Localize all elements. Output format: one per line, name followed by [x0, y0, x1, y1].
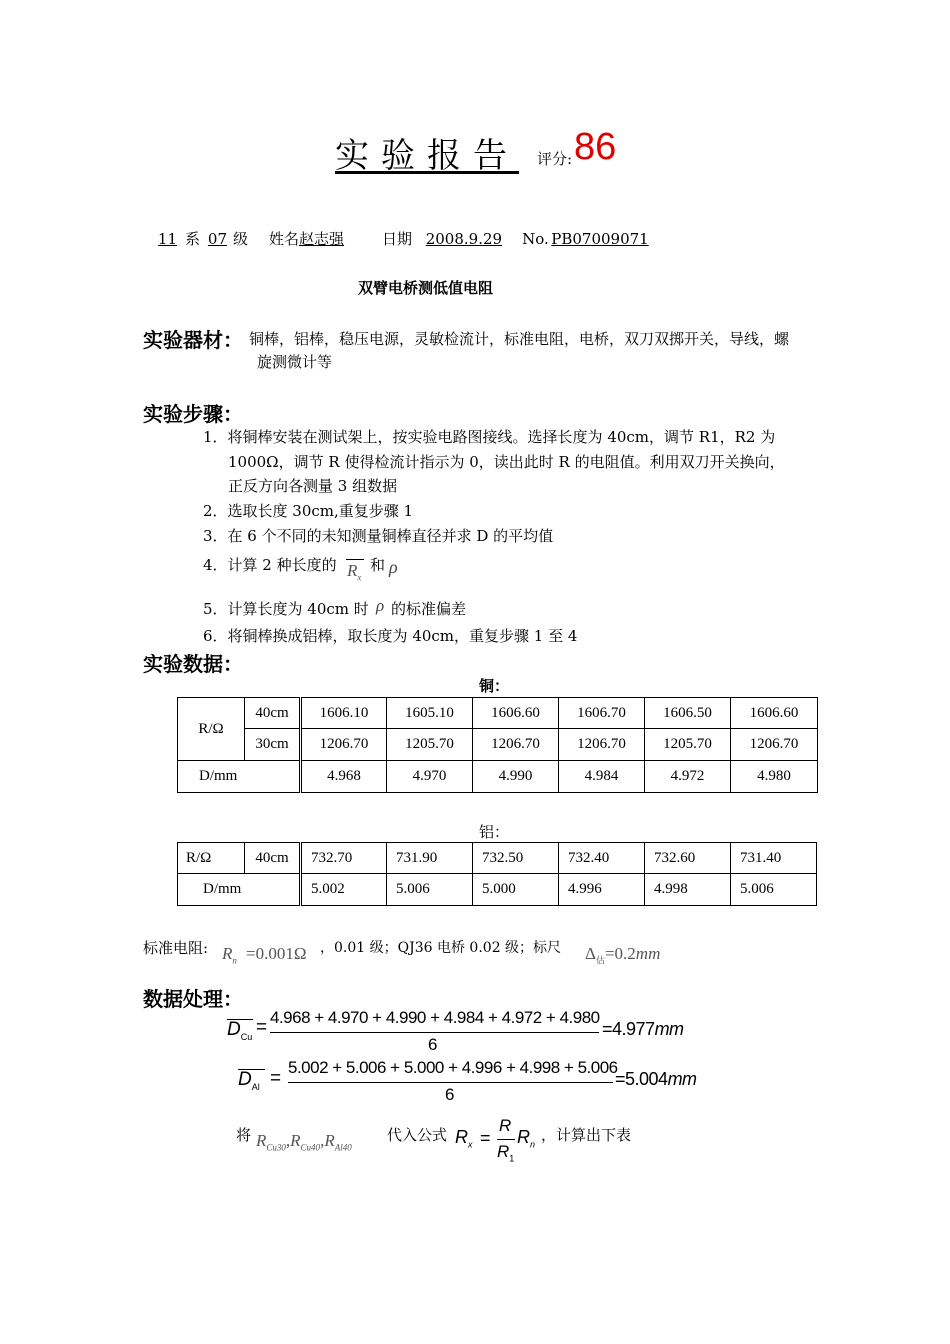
step-5-text-end: 的标准偏差: [391, 600, 467, 618]
table-cell: 1606.70: [559, 698, 645, 729]
table-cell: 1206.70: [301, 729, 387, 761]
aluminum-row-40cm: [178, 843, 817, 874]
formula-denominator: $R_1$: [497, 1142, 515, 1164]
cu-d-symbol: $D_{Cu}$: [227, 1019, 253, 1042]
aluminum-row-d: [178, 874, 817, 906]
al-denominator: 6: [445, 1085, 455, 1104]
step-4-and: 和: [370, 556, 386, 574]
cu-equals: =: [256, 1017, 268, 1038]
info-line: [143, 228, 649, 249]
table-cell: 731.40: [731, 843, 817, 874]
substitute-text: 代入公式: [387, 1126, 448, 1144]
step-3: 3．在 6 个不同的未知测量铜棒直径并求 D 的平均值: [203, 527, 554, 545]
table-cell: 4.990: [473, 761, 559, 793]
aluminum-table: [177, 842, 817, 906]
equipment-line-2: 旋测微计等: [257, 353, 333, 371]
table-cell: 1606.50: [645, 698, 731, 729]
step-1-line-3: 正反方向各测量 3 组数据: [228, 477, 398, 495]
steps-heading: 实验步骤：: [143, 402, 243, 426]
standard-label: 标准电阻:: [143, 939, 209, 957]
al-numerator: 5.002 + 5.006 + 5.000 + 4.996 + 4.998 + 5.006: [288, 1058, 618, 1077]
table-cell: 5.006: [387, 874, 473, 906]
copper-table: [177, 697, 818, 793]
cu-numerator: 4.968 + 4.970 + 4.990 + 4.984 + 4.972 + 4.980: [270, 1008, 600, 1027]
rx-overline: [346, 559, 364, 560]
grade-value: 07: [207, 230, 228, 248]
aluminum-len-40: 40cm: [245, 843, 301, 874]
formula-numerator: R: [499, 1116, 512, 1135]
cu-denominator: 6: [428, 1035, 438, 1054]
formula-rx: $R_x$: [455, 1127, 473, 1150]
table-cell: 1606.10: [301, 698, 387, 729]
table-cell: 1206.70: [731, 729, 818, 761]
copper-row-d: [178, 761, 818, 793]
table-cell: 1206.70: [473, 729, 559, 761]
step-6: 6．将铜棒换成铝棒，取长度为 40cm，重复步骤 1 至 4: [203, 627, 578, 645]
table-cell: 4.968: [301, 761, 387, 793]
cu-fraction-bar: [270, 1032, 599, 1033]
copper-row-40cm: [178, 698, 818, 729]
table-cell: 5.006: [731, 874, 817, 906]
date-value: 2008.9.29: [425, 230, 503, 248]
table-cell: 4.980: [731, 761, 818, 793]
formula-rn: $R_n$: [517, 1127, 536, 1150]
table-cell: 4.972: [645, 761, 731, 793]
equipment-line-1: 铜棒，铝棒，稳压电源，灵敏检流计，标准电阻，电桥，双刀双掷开关，导线，螺: [249, 330, 790, 348]
date-label: 日期: [382, 230, 413, 248]
aluminum-r-label: R/Ω: [178, 843, 245, 874]
name-label: 姓名: [269, 230, 300, 248]
table-cell: 732.60: [645, 843, 731, 874]
copper-r-label: R/Ω: [178, 698, 245, 761]
aluminum-caption: 铝：: [479, 823, 510, 841]
table-cell: 5.000: [473, 874, 559, 906]
standard-accuracy: ，0.01 级；QJ36 电桥 0.02 级；标尺: [320, 940, 562, 956]
cu-result: =4.977mm: [602, 1019, 684, 1039]
grade-label: 级: [233, 230, 249, 248]
processing-heading: 数据处理：: [143, 987, 243, 1011]
table-cell: 731.90: [387, 843, 473, 874]
table-cell: 1205.70: [645, 729, 731, 761]
resistance-list: $R_{Cu30},R_{Cu40},R_{Al40}$: [256, 1131, 352, 1153]
no-value: PB07009071: [551, 230, 649, 248]
step-4-rx: $R_x$: [347, 561, 362, 583]
step-4-text: 4．计算 2 种长度的: [203, 556, 337, 574]
al-fraction-bar: [288, 1082, 613, 1083]
score-value: 86: [574, 126, 617, 168]
al-equals: =: [270, 1068, 282, 1089]
equipment-heading: 实验器材：: [143, 328, 243, 352]
data-heading: 实验数据：: [143, 652, 243, 676]
table-cell: 1205.70: [387, 729, 473, 761]
copper-caption: 铜：: [479, 677, 510, 695]
standard-rn-value: =0.001Ω: [246, 944, 307, 963]
score-label: 评分:: [537, 150, 573, 168]
table-cell: 1606.60: [473, 698, 559, 729]
al-d-symbol: $D_{Al}$: [238, 1069, 260, 1092]
copper-row-30cm: [178, 729, 818, 761]
copper-len-30: 30cm: [245, 729, 301, 761]
dept-label: 系: [185, 230, 201, 248]
formula-equals: =: [480, 1128, 491, 1148]
table-cell: 1605.10: [387, 698, 473, 729]
final-line-prefix: 将: [236, 1126, 252, 1144]
step-5-rho: ρ: [376, 596, 385, 615]
no-label: No.: [522, 230, 549, 248]
aluminum-d-label: D/mm: [178, 874, 301, 906]
table-cell: 4.970: [387, 761, 473, 793]
copper-len-40: 40cm: [245, 698, 301, 729]
experiment-title: 双臂电桥测低值电阻: [358, 279, 494, 297]
table-cell: 1206.70: [559, 729, 645, 761]
standard-rn: $R_n$: [222, 944, 237, 966]
copper-d-label: D/mm: [178, 761, 301, 793]
table-cell: 1606.60: [731, 698, 818, 729]
step-4-rho: ρ: [389, 557, 398, 577]
final-line-suffix: ，计算出下表: [541, 1126, 632, 1144]
dept-value: 11: [157, 230, 177, 248]
al-result: =5.004mm: [615, 1069, 697, 1089]
step-2: 2．选取长度 30cm,重复步骤 1: [203, 502, 414, 520]
table-cell: 732.40: [559, 843, 645, 874]
ruler-delta: $\Delta_估=0.2mm$: [585, 944, 661, 966]
table-cell: 5.002: [301, 874, 387, 906]
table-cell: 4.998: [645, 874, 731, 906]
step-5-text: 5．计算长度为 40cm 时: [203, 600, 369, 618]
report-title: 实验报告: [335, 136, 519, 176]
step-1-line-2: 1000Ω，调节 R 使得检流计指示为 0，读出此时 R 的电阻值。利用双刀开关换向，: [228, 453, 785, 471]
table-cell: 732.50: [473, 843, 559, 874]
name-value: 赵志强: [299, 230, 345, 248]
table-cell: 4.996: [559, 874, 645, 906]
table-cell: 4.984: [559, 761, 645, 793]
step-1-line-1: 1．将铜棒安装在测试架上，按实验电路图接线。选择长度为 40cm，调节 R1，R2 为: [203, 428, 776, 446]
formula-fraction-bar: [497, 1139, 515, 1140]
table-cell: 732.70: [301, 843, 387, 874]
